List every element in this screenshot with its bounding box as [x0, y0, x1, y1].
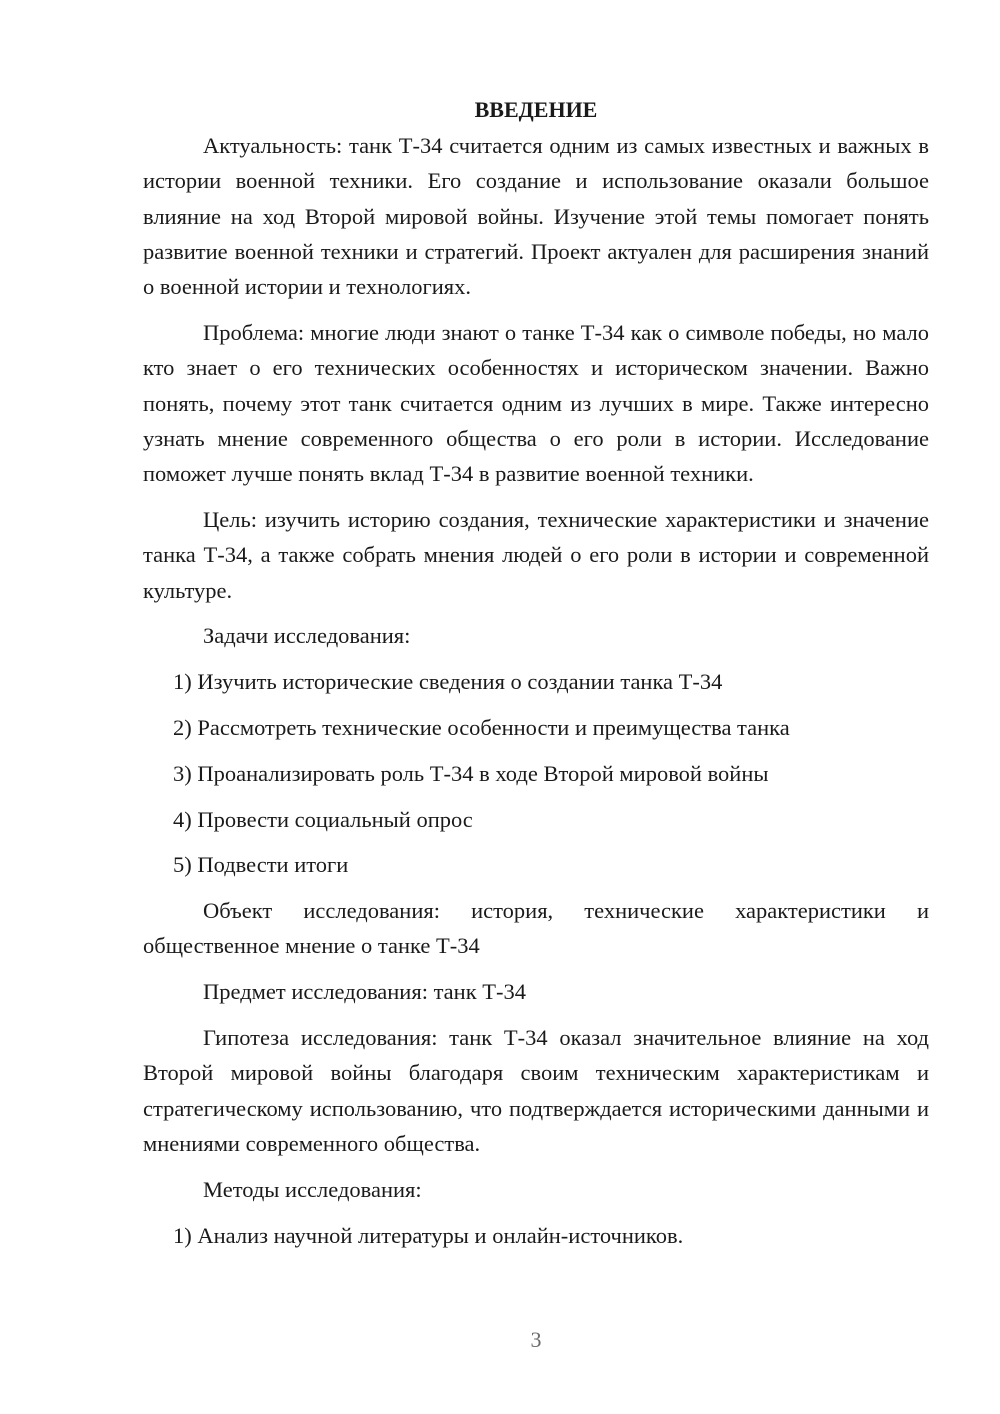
- tasks-heading: Задачи исследования:: [203, 623, 411, 649]
- task-item: 2) Рассмотреть технические особенности и преимущества танка: [173, 714, 790, 740]
- document-page: [143, 92, 929, 1263]
- task-item: 4) Провести социальный опрос: [173, 806, 473, 832]
- goal-paragraph: Цель: изучить историю создания, технические характеристики и значение танка Т-34, а также собрать мнения людей о его роли в истории и современной культуре.: [143, 506, 929, 603]
- subject-paragraph: Предмет исследования: танк Т-34: [203, 979, 526, 1005]
- hypothesis-paragraph: Гипотеза исследования: танк Т-34 оказал значительное влияние на ход Второй мировой войны благодаря своим техническим характеристикам и стратегическому использованию, что подтверждается историческими данными и мнениями современного общества.: [143, 1025, 929, 1156]
- problem-paragraph: Проблема: многие люди знают о танке Т-34 как о символе победы, но мало кто знает о его технических особенностях и историческом значении. Важно понять, почему этот танк считается одним из лучших в мире. Также интересно узнать мнение современного общества о его роли в истории. Исследование поможет лучше понять вклад Т-34 в развитие военной техники.: [143, 319, 929, 487]
- relevance-paragraph: Актуальность: танк Т-34 считается одним из самых известных и важных в истории военной техники. Его создание и использование оказали большое влияние на ход Второй мировой войны. Изучение этой темы помогает понять развитие военной техники и стратегий. Проект актуален для расширения знаний о военной истории и технологиях.: [143, 133, 929, 300]
- page-number: 3: [530, 1327, 542, 1352]
- methods-heading: Методы исследования:: [203, 1176, 422, 1202]
- object-paragraph: Объект исследования: история, технические характеристики и общественное мнение о танке Т-34: [143, 898, 929, 959]
- task-item: 1) Изучить исторические сведения о создании танка Т-34: [173, 669, 723, 695]
- page-title: ВВЕДЕНИЕ: [474, 97, 598, 122]
- task-item: 5) Подвести итоги: [173, 852, 349, 878]
- task-item: 3) Проанализировать роль Т-34 в ходе Второй мировой войны: [173, 760, 769, 786]
- method-item: 1) Анализ научной литературы и онлайн-источников.: [173, 1222, 684, 1248]
